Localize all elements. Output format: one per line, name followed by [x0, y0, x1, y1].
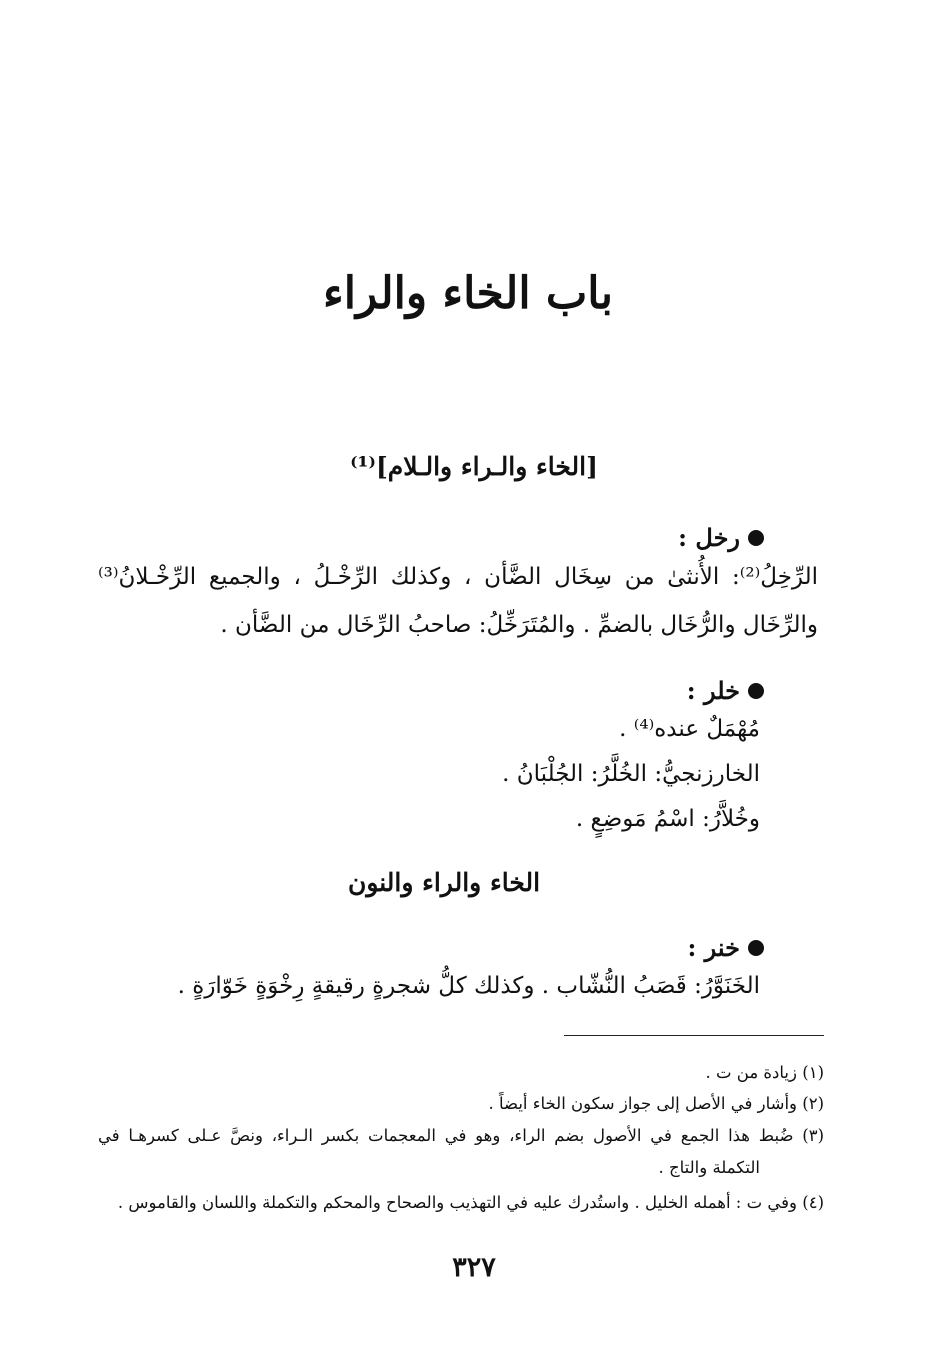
entry-head-label: خنر :: [687, 933, 740, 962]
bullet-icon: [748, 530, 764, 546]
entry-text-line: مُهْمَلٌ عنده⁽⁴⁾ .: [619, 716, 760, 742]
footnote-3-continued: التكملة والتاج .: [658, 1158, 760, 1177]
entry-text-line: الخارزنجيُّ: الخُلَّرُ: الجُلْبَانُ .: [502, 761, 760, 787]
entry-head-label: خلر :: [686, 676, 740, 705]
footnote-1: (١) زيادة من ت .: [705, 1063, 824, 1082]
entry-head-label: رخل :: [678, 523, 740, 552]
section-title-kha-ra-nun: الخاء والراء والنون: [347, 868, 541, 897]
entry-head-rakhal: [678, 523, 764, 552]
entry-head-khalar: [687, 676, 764, 705]
footnote-2: (٢) وأشار في الأصل إلى جواز سكون الخاء أيضاً .: [488, 1094, 824, 1113]
entry-text-line: وخُلاَّرُ: اسْمُ مَوضِعٍ .: [575, 806, 760, 832]
chapter-title: باب الخاء والراء: [323, 268, 613, 319]
entry-text-line: الخَنَوَّرُ: قَصَبُ النُّشّاب . وكذلك كلُّ شجرةٍ رقيقةٍ رِخْوَةٍ خَوّارَةٍ .: [177, 973, 760, 999]
entry-text-line: والرِّخَال والرُّخَال بالضمِّ . والمُتَرَخِّلُ: صاحبُ الرِّخَال من الضَّأن .: [220, 612, 818, 638]
footnote-4: (٤) وفي ت : أهمله الخليل . واستُدرك عليه في التهذيب والصحاح والمحكم والتكملة واللسان والقاموس .: [117, 1193, 824, 1212]
page-number: ٣٢٧: [452, 1252, 496, 1283]
footnote-3: (٣) ضُبط هذا الجمع في الأصول بضم الراء، وهو في المعجمات بكسر الـراء، ونصَّ عـلى كسرهـا في: [98, 1126, 824, 1145]
entry-head-khanar: [687, 933, 764, 962]
entry-text-line: الرِّخِلُ⁽²⁾: الأُنثىٰ من سِخَال الضَّأن ، وكذلك الرِّخْـلُ ، والجميع الرِّخْـلانُ⁽³⁾: [98, 564, 818, 590]
bullet-icon: [748, 940, 764, 956]
footnote-divider: [564, 1035, 824, 1036]
bullet-icon: [748, 683, 764, 699]
section-title-kha-ra-lam: [الخاء والـراء والـلام]⁽¹⁾: [350, 452, 598, 481]
